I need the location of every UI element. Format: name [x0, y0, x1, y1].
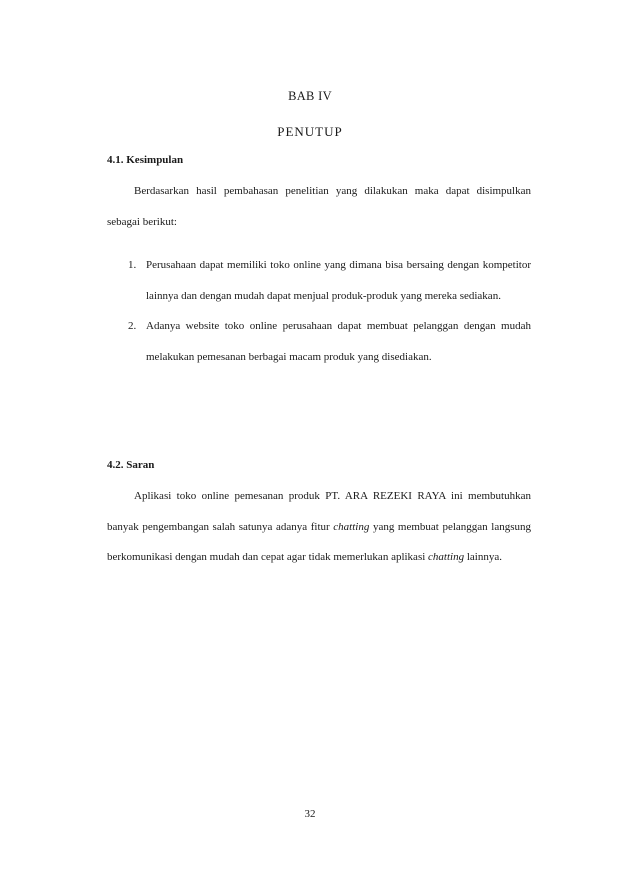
list-item-text: Perusahaan dapat memiliki toko online yang dimana bisa bersaing dengan kompetitor lainnya dan dengan mudah dapat menjual produk-produk yang mereka sediakan.: [146, 259, 531, 302]
list-item: [128, 250, 531, 311]
suggestion-italic-term: chatting: [333, 520, 370, 533]
list-item-marker: 1.: [128, 259, 137, 271]
suggestion-text-part1: Aplikasi toko online pemesanan produk PT. ARA REZEKI RAYA ini membutuhkan banyak pengembangan salah satunya adanya fitur: [107, 490, 531, 533]
suggestion-italic-term: chatting: [428, 551, 465, 563]
conclusion-list: [128, 250, 531, 372]
list-item: [128, 311, 531, 372]
suggestion-text-part3: lainnya.: [464, 551, 502, 563]
section-heading-saran: 4.2. Saran: [107, 459, 155, 471]
list-item-text: Adanya website toko online perusahaan dapat membuat pelanggan dengan mudah melakukan pemesanan berbagai macam produk yang disediakan.: [146, 320, 531, 363]
suggestion-paragraph: [107, 481, 531, 573]
suggestion-text-part2: yang membuat pelanggan langsung berkomunikasi dengan mudah dan cepat agar tidak memerlukan aplikasi: [107, 520, 532, 563]
chapter-title: PENUTUP: [277, 124, 343, 139]
conclusion-intro-paragraph: Berdasarkan hasil pembahasan penelitian yang dilakukan maka dapat disimpulkan sebagai berikut:: [107, 185, 531, 228]
chapter-number: BAB IV: [288, 89, 332, 103]
list-item-marker: 2.: [128, 320, 137, 332]
page-number: 32: [304, 808, 316, 820]
section-heading-kesimpulan: 4.1. Kesimpulan: [107, 154, 184, 166]
